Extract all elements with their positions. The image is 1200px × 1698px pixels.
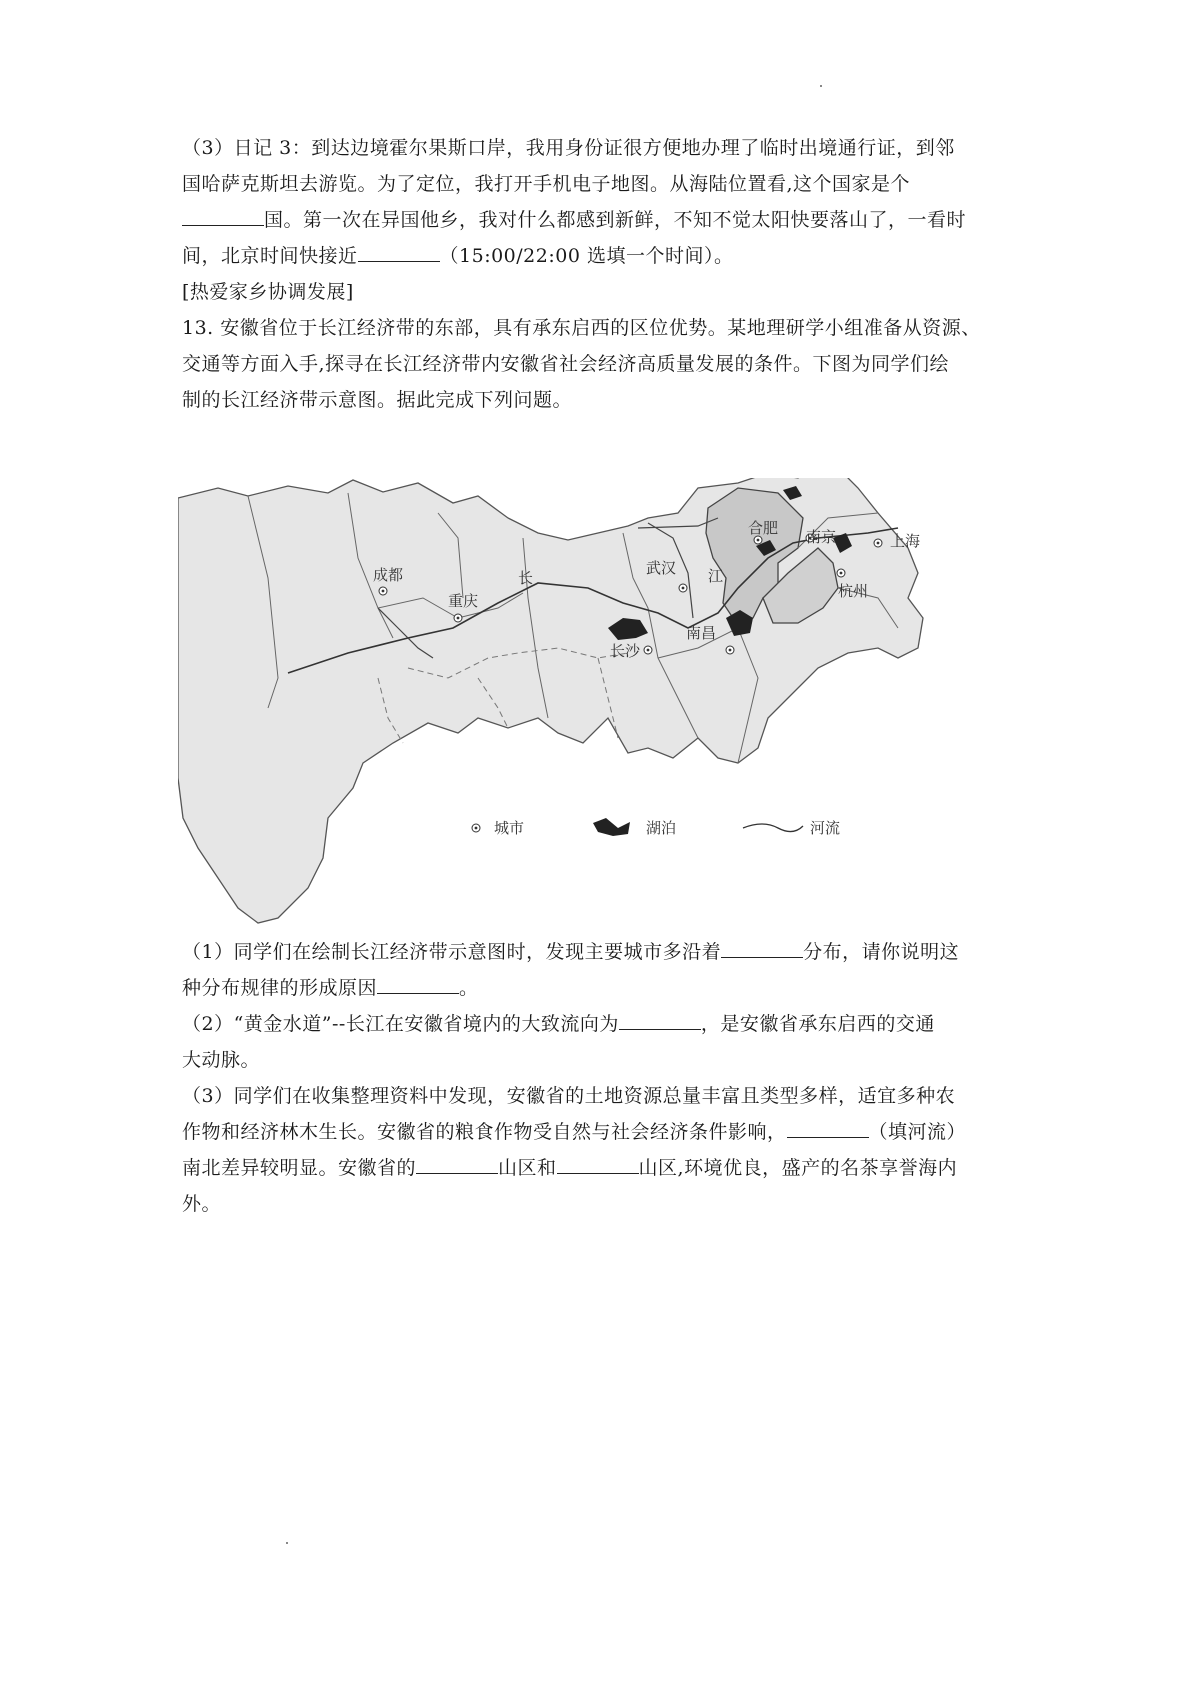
q13-p3-line1: （3）同学们在收集整理资料中发现，安徽省的土地资源总量丰富且类型多样，适宜多种农 <box>182 1085 956 1107</box>
q13-intro1: 13. 安徽省位于长江经济带的东部，具有承东启西的区位优势。某地理研学小组准备从资源、 <box>182 317 981 339</box>
q12-line2: 国哈萨克斯坦去游览。为了定位，我打开手机电子地图。从海陆位置看,这个国家是个 <box>182 173 911 195</box>
section-title: [热爱家乡协调发展] <box>182 281 354 303</box>
yangtze-economic-belt-map <box>178 478 940 930</box>
city-label-chongqing: 重庆 <box>448 592 479 610</box>
q13-intro3: 制的长江经济带示意图。据此完成下列问题。 <box>182 389 573 411</box>
city-label-chengdu: 成都 <box>373 566 404 584</box>
q12-line4: 间，北京时间快接近 （15:00/22:00 选填一个时间）。 <box>182 245 734 267</box>
city-label-hefei: 合肥 <box>748 519 779 537</box>
answer-blank[interactable] <box>416 1172 498 1174</box>
q13-intro2: 交通等方面入手,探寻在长江经济带内安徽省社会经济高质量发展的条件。下图为同学们绘 <box>182 353 950 375</box>
legend-river-label: 河流 <box>810 819 841 837</box>
legend-lake-icon <box>593 818 630 836</box>
scan-speck <box>286 1542 288 1544</box>
river-char-chang: 长 <box>518 569 534 587</box>
q12-line1: （3）日记 3：到达边境霍尔果斯口岸，我用身份证很方便地办理了临时出境通行证，到邻 <box>182 137 955 159</box>
city-label-wuhan: 武汉 <box>646 559 677 577</box>
city-label-changsha: 长沙 <box>610 642 641 660</box>
q13-subquestions <box>182 934 1032 1222</box>
answer-blank[interactable] <box>619 1028 701 1030</box>
river-char-jiang: 江 <box>708 567 724 585</box>
city-label-nanjing: 南京 <box>806 528 837 546</box>
q13-p3-line3: 南北差异较明显。安徽省的 山区和 山区,环境优良，盛产的名茶享誉海内 <box>182 1157 958 1179</box>
q13-p1-line1: （1）同学们在绘制长江经济带示意图时，发现主要城市多沿着 分布，请你说明这 <box>182 941 960 963</box>
legend-river-icon <box>743 824 803 832</box>
map-svg <box>178 478 940 930</box>
answer-blank[interactable] <box>377 992 459 994</box>
q12-line3: 国。第一次在异国他乡，我对什么都感到新鲜，不知不觉太阳快要落山了，一看时 <box>182 202 1032 238</box>
legend-lake-label: 湖泊 <box>646 819 677 837</box>
legend-city-label: 城市 <box>494 819 525 837</box>
scan-speck <box>820 85 822 87</box>
answer-blank[interactable] <box>787 1136 869 1138</box>
city-label-shanghai: 上海 <box>890 532 921 550</box>
answer-blank[interactable] <box>721 956 803 958</box>
city-label-hangzhou: 杭州 <box>838 582 869 600</box>
q13-p2-line1: （2）“黄金水道”--长江在安徽省境内的大致流向为 ，是安徽省承东启西的交通 <box>182 1013 935 1035</box>
answer-blank[interactable] <box>358 260 440 262</box>
q13-p3-line2: 作物和经济林木生长。安徽省的粮食作物受自然与社会经济条件影响， （填河流） <box>182 1121 967 1143</box>
q12-part3 <box>182 130 1032 418</box>
q13-p3-line4: 外。 <box>182 1193 222 1215</box>
answer-blank[interactable] <box>557 1172 639 1174</box>
answer-blank[interactable] <box>182 224 264 226</box>
q13-p2-line2: 大动脉。 <box>182 1049 261 1071</box>
q13-p1-line2: 种分布规律的形成原因 。 <box>182 977 479 999</box>
city-label-nanchang: 南昌 <box>686 624 717 642</box>
map-legend <box>472 818 840 837</box>
